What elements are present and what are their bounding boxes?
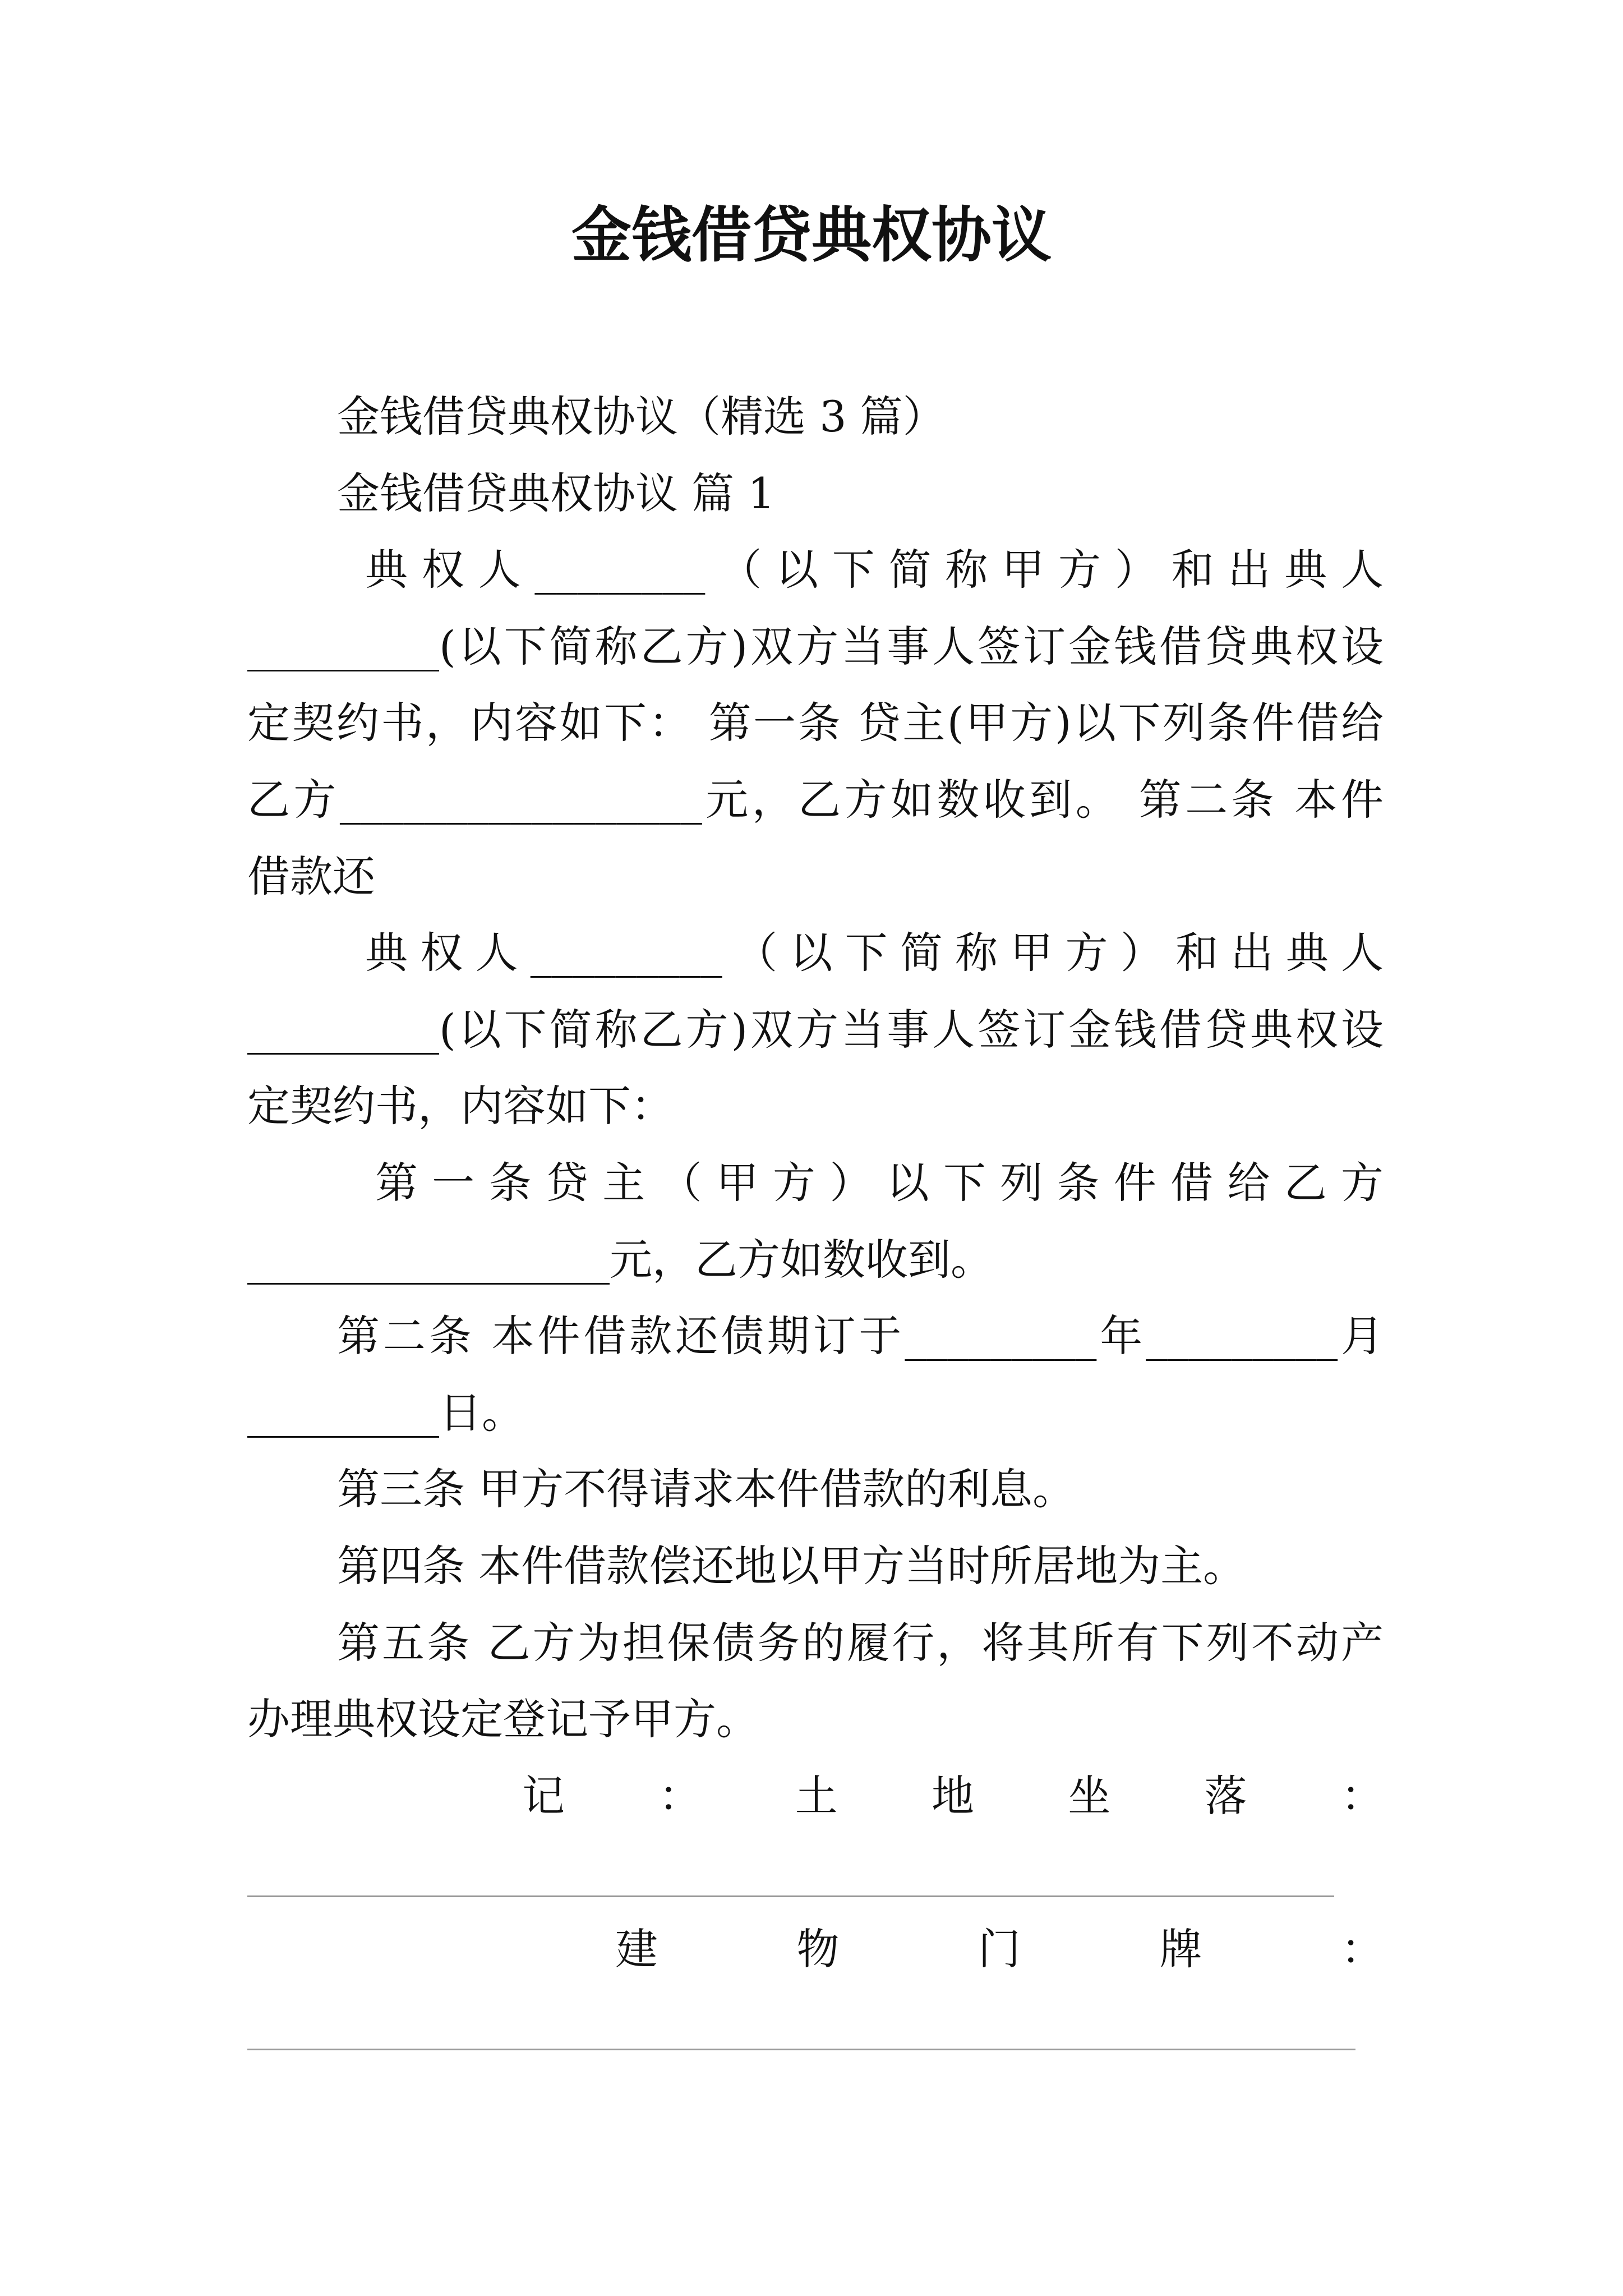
preamble-line: _________(以下简称乙方)双方当事人签订金钱借贷典权设: [247, 1004, 1384, 1055]
collection-title: 金钱借贷典权协议（精选 3 篇）: [337, 392, 946, 441]
document-body: [247, 379, 1384, 2064]
building-number-label: 建物门牌：: [615, 1924, 1384, 1974]
article-5-line: 第五条 乙方为担保债务的履行，将其所有下列不动产: [337, 1617, 1384, 1668]
summary-line: 借款还: [247, 851, 375, 901]
article-3: 第三条 甲方不得请求本件借款的利息。: [337, 1464, 1076, 1515]
summary-line: 定契约书，内容如下： 第一条 贷主(甲方)以下列条件借给: [247, 698, 1384, 748]
article-5-line: 办理典权设定登记予甲方。: [247, 1694, 759, 1745]
land-location-label: 记：土地坐落：: [522, 1770, 1384, 1821]
part-heading: 金钱借贷典权协议 篇 1: [337, 468, 775, 518]
land-location-blank: ___________________________________________________: [247, 1847, 1334, 1898]
summary-line: _________(以下简称乙方)双方当事人签订金钱借贷典权设: [247, 621, 1384, 671]
preamble-line: 定契约书，内容如下：: [247, 1081, 674, 1131]
summary-line: 乙方_________________元，乙方如数收到。 第二条 本件: [247, 774, 1384, 825]
building-number-blank: ____________________________________________________: [247, 2000, 1355, 2051]
article-1-line: _________________元，乙方如数收到。: [247, 1234, 993, 1285]
article-2-line: 第二条 本件借款还债期订于_________年_________月: [337, 1311, 1384, 1361]
page-title: 金钱借贷典权协议: [571, 202, 1052, 269]
summary-line: 典权人________（以下简称甲方）和出典人: [365, 545, 1384, 595]
article-4: 第四条 本件借款偿还地以甲方当时所居地为主。: [337, 1540, 1246, 1591]
article-2-line: _________日。: [247, 1387, 524, 1438]
preamble-line: 典权人_________（以下简称甲方）和出典人: [365, 928, 1384, 978]
article-1-line: 第一条贷主（甲方）以下列条件借给乙方: [375, 1157, 1384, 1208]
